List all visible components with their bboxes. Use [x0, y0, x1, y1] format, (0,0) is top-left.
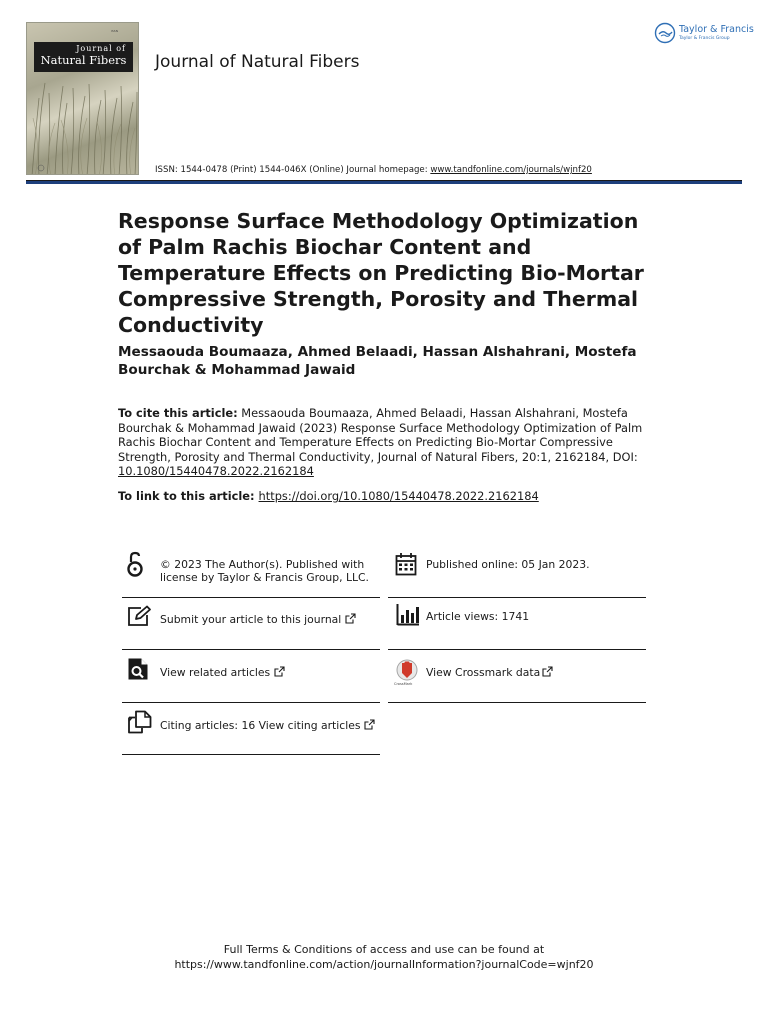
footer — [0, 942, 768, 972]
divider — [122, 754, 380, 755]
footer-terms-url[interactable]: https://www.tandfonline.com/action/journalInformation?journalCode=wjnf20 — [174, 958, 594, 971]
footer-terms-text: Full Terms & Conditions of access and use can be found at — [223, 943, 545, 956]
copy-documents-icon — [127, 710, 153, 734]
divider — [388, 702, 646, 703]
submit-article-label: Submit your article to this journal — [160, 613, 342, 626]
cover-issn: ISSN — [111, 29, 118, 33]
published-online-text: Published online: 05 Jan 2023. — [426, 558, 590, 571]
related-articles-label: View related articles — [160, 666, 271, 679]
external-link-icon — [542, 666, 553, 677]
journal-name: Journal of Natural Fibers — [155, 52, 360, 72]
citing-articles-label: Citing articles: 16 View citing articles — [160, 719, 361, 732]
article-authors: Messaouda Boumaaza, Ahmed Belaadi, Hassan Alshahrani, Mostefa Bourchak & Mohammad Jawaid — [118, 344, 637, 378]
divider — [122, 597, 380, 598]
open-access-text-2: license by Taylor & Francis Group, LLC. — [160, 571, 369, 584]
citing-articles-link[interactable] — [160, 719, 375, 732]
search-document-icon — [127, 657, 149, 681]
related-articles-link[interactable] — [160, 666, 285, 679]
open-access-icon — [126, 551, 144, 579]
issn-text: ISSN: 1544-0478 (Print) 1544-046X (Online) Journal homepage: — [155, 165, 431, 175]
edit-icon — [127, 605, 153, 627]
citation-block — [118, 406, 646, 479]
crossmark-label: View Crossmark data — [426, 666, 541, 679]
divider — [388, 649, 646, 650]
issn-line — [155, 165, 592, 175]
article-doi-link[interactable]: https://doi.org/10.1080/15440478.2022.2162184 — [258, 489, 539, 503]
publisher-name: Taylor & Francis — [679, 24, 754, 35]
cite-text: Messaouda Boumaaza, Ahmed Belaadi, Hassan Alshahrani, Mostefa Bourchak & Mohammad Jawaid (2023) Response Surface Methodology Optimization of Palm Rachis Biochar Content and Temperature Effects on Predicting Bio-Mortar Compressive Strength, Porosity and Thermal Conductivity, Journal of Natural Fibers, 20:1, 2162184, DOI: — [118, 406, 643, 464]
link-label: To link to this article: — [118, 489, 255, 503]
external-link-icon — [274, 666, 285, 677]
divider — [122, 702, 380, 703]
calendar-icon — [395, 552, 417, 576]
crossmark-word: CrossMark — [394, 682, 413, 686]
divider — [388, 597, 646, 598]
submit-article-link[interactable] — [160, 613, 356, 626]
crossmark-link[interactable] — [426, 666, 553, 679]
publisher-group: Taylor & Francis Group — [679, 36, 730, 41]
article-title: Response Surface Methodology Optimization of Palm Rachis Biochar Content and Temperature Effects on Predicting Bio-Mortar Compressive Strength, Porosity and Thermal Conductivity — [118, 209, 644, 337]
journal-cover-image — [26, 22, 139, 175]
open-access-text-1: © 2023 The Author(s). Published with — [160, 558, 365, 571]
cover-grass-illustration — [27, 78, 139, 175]
external-link-icon — [364, 719, 375, 730]
cite-label: To cite this article: — [118, 406, 238, 420]
article-link-row — [118, 489, 539, 503]
external-link-icon — [345, 613, 356, 624]
cover-journal-word: Journal of — [76, 44, 126, 53]
divider — [122, 649, 380, 650]
journal-homepage-link[interactable]: www.tandfonline.com/journals/wjnf20 — [430, 165, 592, 175]
cite-doi-link[interactable]: 10.1080/15440478.2022.2162184 — [118, 464, 314, 479]
bar-chart-icon — [396, 604, 420, 626]
header-rule-thick — [26, 181, 742, 184]
article-views-text: Article views: 1741 — [426, 610, 530, 623]
cover-journal-title: Natural Fibers — [40, 53, 127, 67]
taylor-francis-logo-icon — [654, 22, 676, 44]
